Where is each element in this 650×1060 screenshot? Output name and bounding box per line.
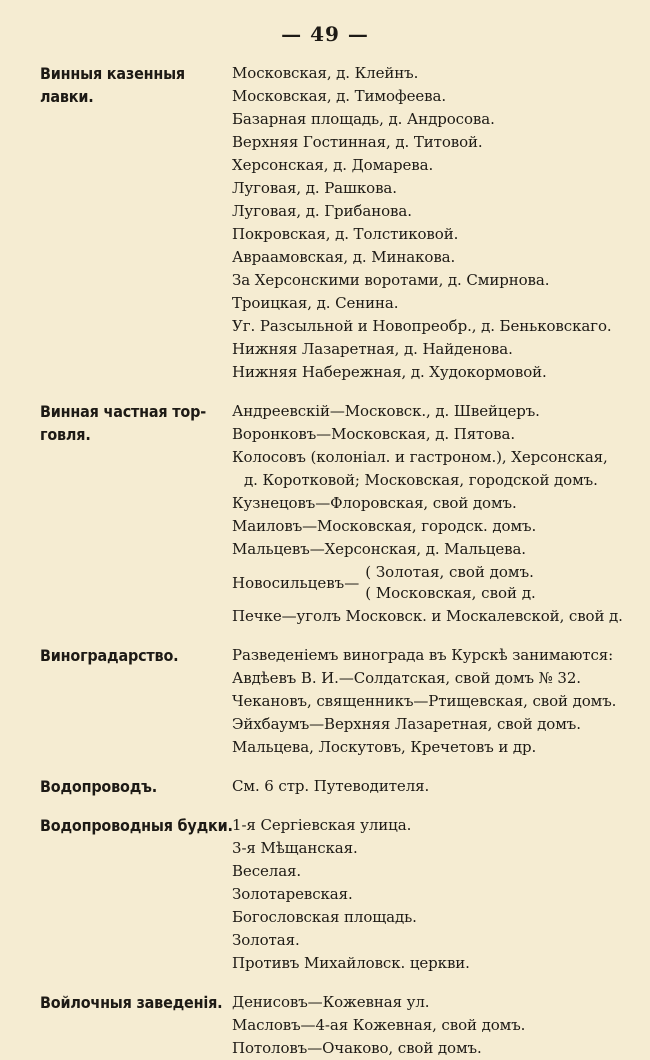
brace-options [365, 562, 536, 604]
entry-line: Печке—уголъ Московск. и Москалевской, свой д. [232, 607, 623, 625]
brace-option: ( Золотая, свой домъ. [365, 563, 534, 581]
entry-line: Эйхбаумъ—Верхняя Лазаретная, свой домъ. [232, 715, 581, 733]
entry-line: См. 6 стр. Путеводителя. [232, 777, 430, 795]
entry-lines [232, 991, 632, 1060]
brace-group [232, 561, 632, 605]
entry-line: Троицкая, д. Сенина. [232, 294, 399, 312]
entry-line: 3-я Мѣщанская. [232, 839, 358, 857]
entry-line: Потоловъ—Очаково, свой домъ. [232, 1039, 482, 1057]
heading-line: лавки. [40, 87, 94, 106]
entry-wine-private-trade [0, 400, 650, 628]
brace-option: ( Московская, свой д. [365, 584, 536, 602]
entry-line: За Херсонскими воротами, д. Смирнова. [232, 271, 550, 289]
entry-line: Нижняя Набережная, д. Худокормовой. [232, 363, 547, 381]
entry-line: 1-я Сергіевская улица. [232, 816, 412, 834]
entry-line: Золотая. [232, 931, 300, 949]
heading-line: Водопроводъ. [40, 777, 158, 796]
entry-lines [232, 644, 632, 759]
entry-viticulture [0, 644, 650, 759]
entry-line: Московская, д. Клейнъ. [232, 64, 419, 82]
entry-line: Колосовъ (колоніал. и гастроном.), Херсонская, [232, 448, 608, 466]
heading-line: Виноградарство. [40, 646, 179, 665]
entry-line: Воронковъ—Московская, д. Пятова. [232, 425, 516, 443]
entry-heading [40, 991, 230, 1014]
entry-water-supply [0, 775, 650, 798]
entry-wine-state-shops [0, 62, 650, 384]
directory-entries [0, 62, 650, 1060]
page-number: — 49 — [281, 22, 369, 46]
entry-line: Авраамовская, д. Минакова. [232, 248, 456, 266]
entry-line: Авдѣевъ В. И.—Солдатская, свой домъ № 32. [232, 669, 581, 687]
entry-line: Веселая. [232, 862, 302, 880]
entry-heading [40, 775, 230, 798]
heading-line: Винныя казенныя [40, 64, 185, 83]
entry-line: Мальцева, Лоскутовъ, Кречетовъ и др. [232, 738, 537, 756]
entry-lines [232, 814, 632, 975]
entry-line: Верхняя Гостинная, д. Титовой. [232, 133, 483, 151]
entry-line: Разведеніемъ винограда въ Курскѣ занимаются: [232, 646, 614, 664]
entry-line: Андреевскій—Московск., д. Швейцеръ. [232, 402, 540, 420]
entry-line: Нижняя Лазаретная, д. Найденова. [232, 340, 513, 358]
entry-line: Богословская площадь. [232, 908, 417, 926]
brace-name: Новосильцевъ— [232, 574, 360, 592]
entry-line: Херсонская, д. Домарева. [232, 156, 434, 174]
heading-line: Водопроводныя будки. [40, 816, 233, 835]
entry-line: Московская, д. Тимофеева. [232, 87, 446, 105]
entry-line: Уг. Разсыльной и Новопреобр., д. Беньковскаго. [232, 317, 612, 335]
entry-lines [232, 62, 632, 384]
heading-line: Винная частная тор- [40, 402, 206, 421]
entry-lines [232, 400, 632, 628]
entry-line: Денисовъ—Кожевная ул. [232, 993, 430, 1011]
entry-line: Чекановъ, священникъ—Ртищевская, свой домъ. [232, 692, 617, 710]
entry-line: Мальцевъ—Херсонская, д. Мальцева. [232, 540, 526, 558]
heading-line: говля. [40, 425, 91, 444]
entry-line: Луговая, д. Грибанова. [232, 202, 412, 220]
entry-line: д. Коротковой; Московская, городской домъ. [244, 471, 598, 489]
entry-heading [40, 644, 230, 667]
entry-heading [40, 814, 233, 837]
entry-line: Базарная площадь, д. Андросова. [232, 110, 495, 128]
entry-lines [232, 775, 632, 798]
heading-line: Войлочныя заведенія. [40, 993, 223, 1012]
entry-heading [40, 62, 230, 108]
entry-heading [40, 400, 230, 446]
entry-line: Кузнецовъ—Флоровская, свой домъ. [232, 494, 517, 512]
entry-line: Маиловъ—Московская, городск. домъ. [232, 517, 537, 535]
entry-line: Покровская, д. Толстиковой. [232, 225, 459, 243]
entry-line: Противъ Михайловск. церкви. [232, 954, 470, 972]
entry-water-booths [0, 814, 650, 975]
entry-line: Золотаревская. [232, 885, 353, 903]
entry-felt-works [0, 991, 650, 1060]
entry-line: Луговая, д. Рашкова. [232, 179, 397, 197]
entry-line: Масловъ—4-ая Кожевная, свой домъ. [232, 1016, 526, 1034]
